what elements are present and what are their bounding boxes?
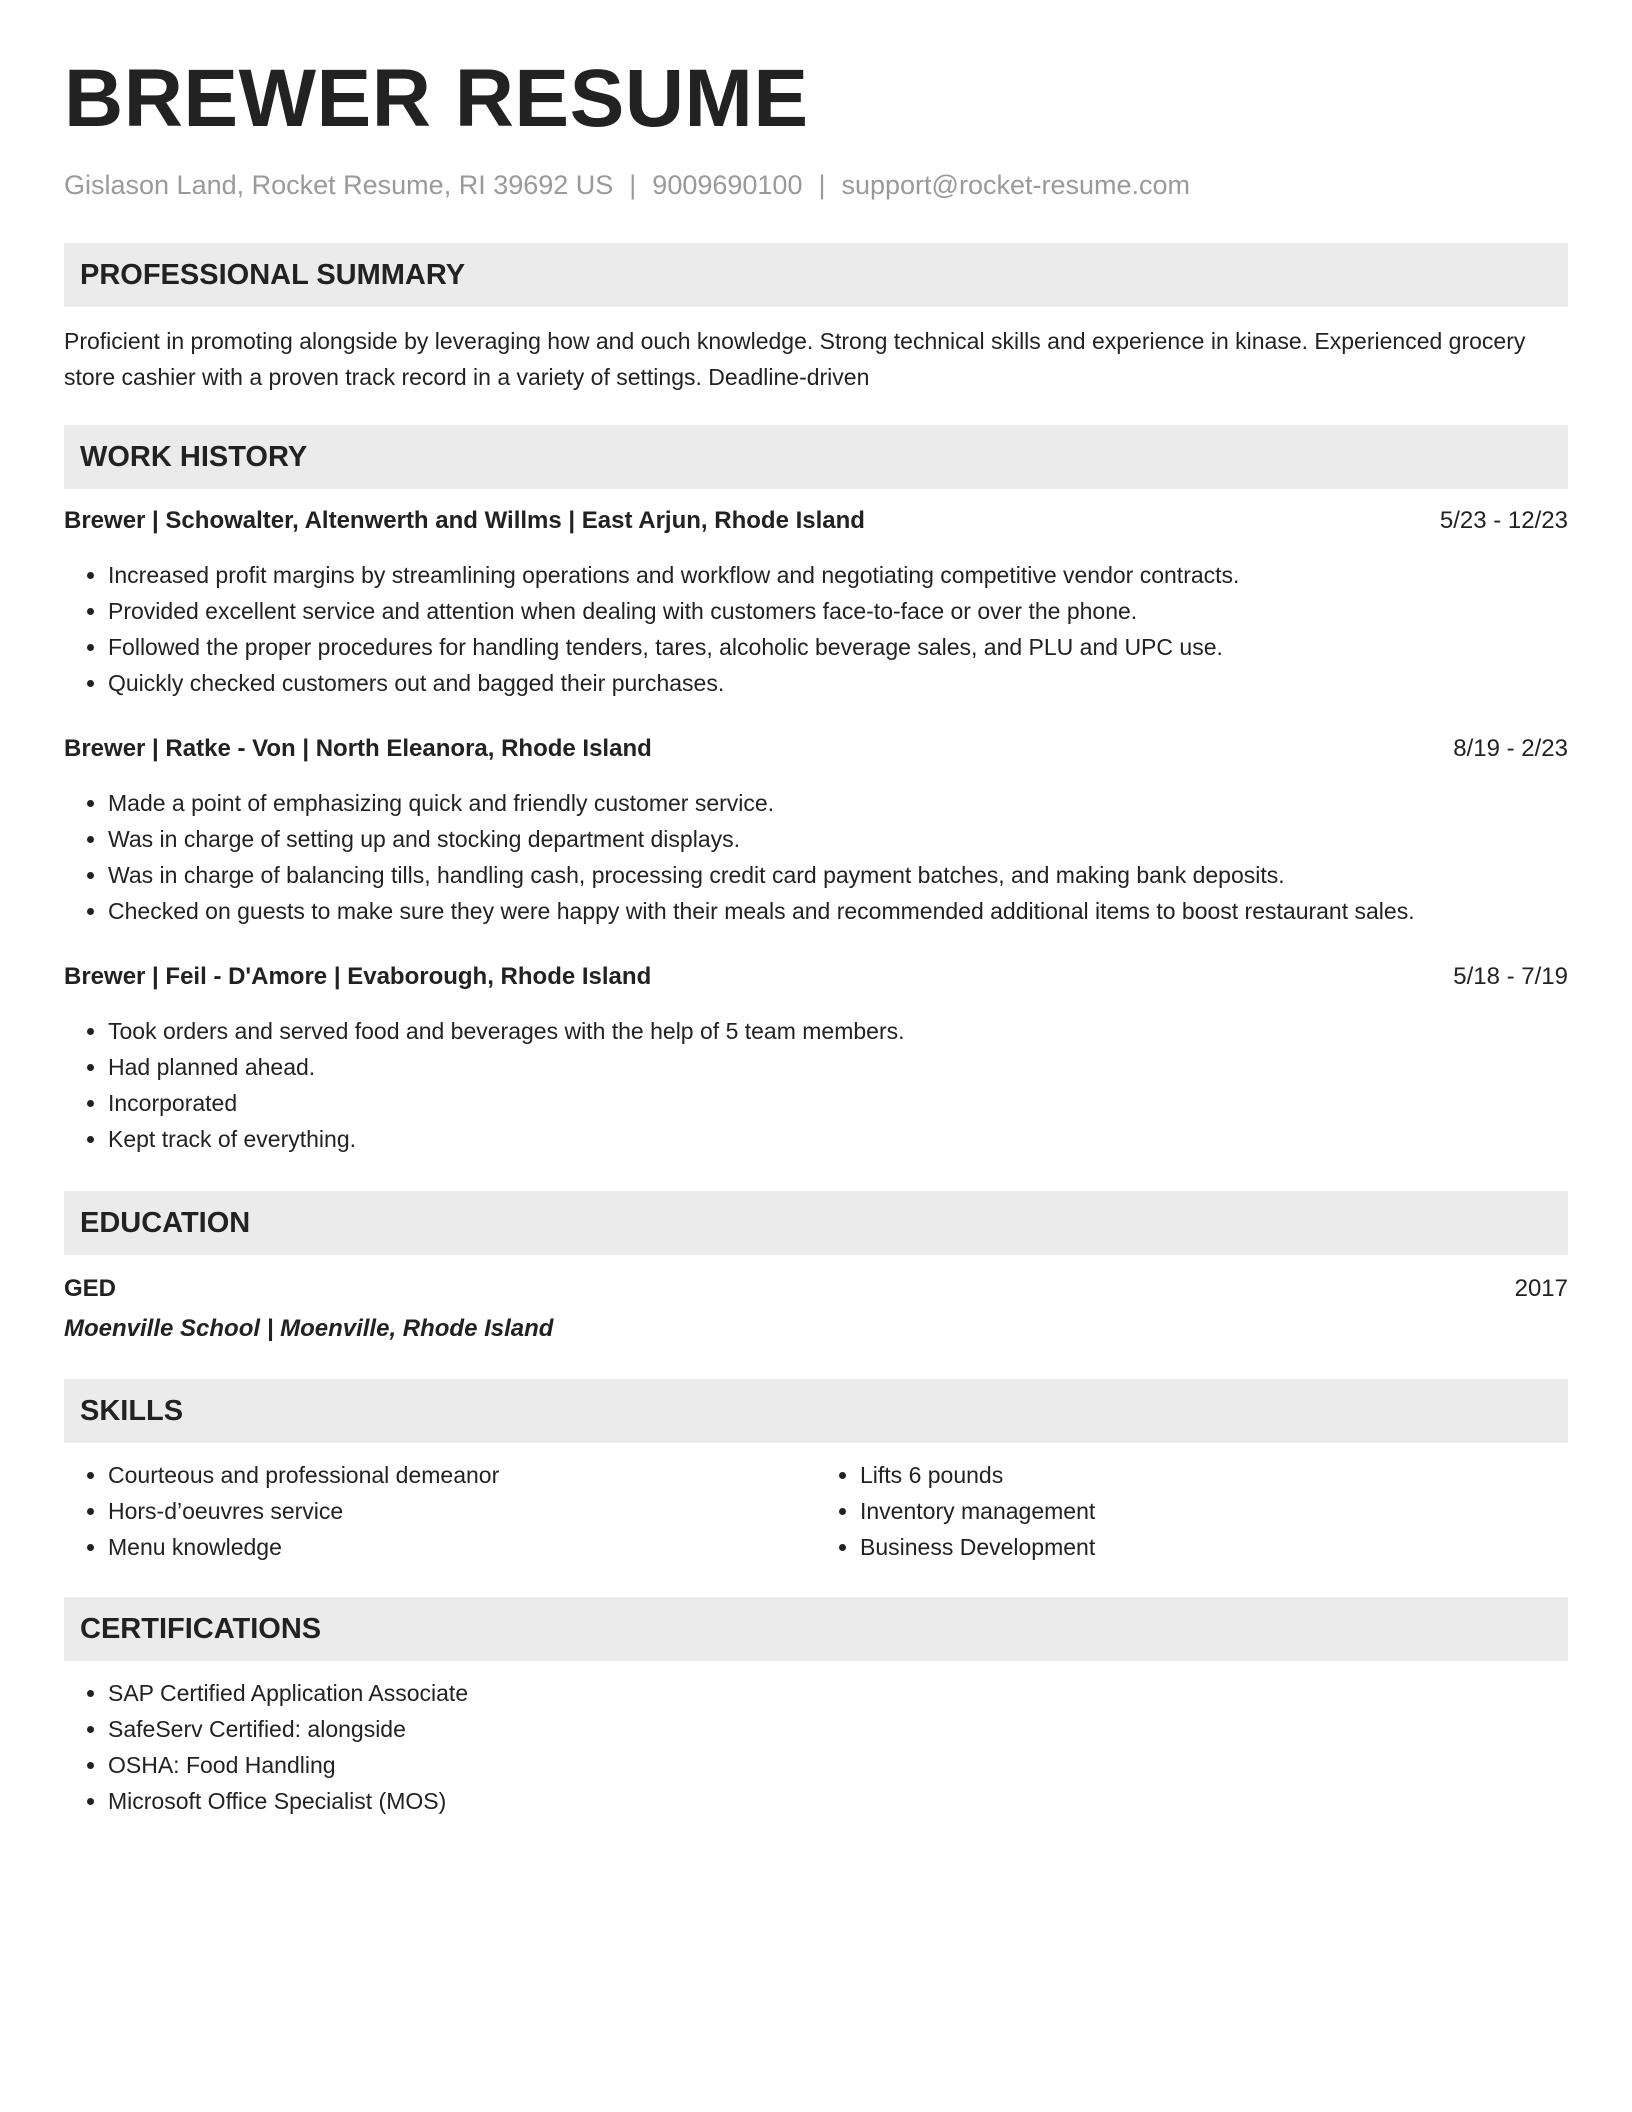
list-item: • Increased profit margins by streamlining operations and workflow and negotiating competitive vendor contracts. <box>108 557 1568 593</box>
job-header <box>64 731 1568 767</box>
job-bullets <box>64 1013 1568 1157</box>
contact-phone: 9009690100 <box>652 170 803 200</box>
list-item: • Was in charge of setting up and stocking department displays. <box>108 821 1568 857</box>
skills-list-right <box>816 1457 1568 1565</box>
contact-separator: | <box>629 170 637 200</box>
list-item: • Courteous and professional demeanor <box>108 1457 816 1493</box>
list-item: • SAP Certified Application Associate <box>108 1675 1568 1711</box>
list-item: • Business Development <box>860 1529 1568 1565</box>
skills-list-left <box>64 1457 816 1565</box>
skills-grid <box>64 1457 1568 1565</box>
list-item: • Followed the proper procedures for handling tenders, tares, alcoholic beverage sales, and PLU and UPC use. <box>108 629 1568 665</box>
list-item: • Incorporated <box>108 1085 1568 1121</box>
job-title: Brewer | Ratke - Von | North Eleanora, Rhode Island <box>64 735 652 762</box>
list-item: • Kept track of everything. <box>108 1121 1568 1157</box>
job-dates: 8/19 - 2/23 <box>1453 735 1568 762</box>
list-item: • Made a point of emphasizing quick and friendly customer service. <box>108 785 1568 821</box>
education-degree: GED <box>64 1275 117 1302</box>
section-header-work-history: WORK HISTORY <box>64 425 1568 489</box>
job-header <box>64 959 1568 995</box>
contact-email: support@rocket-resume.com <box>841 170 1191 200</box>
section-header-education: EDUCATION <box>64 1191 1568 1255</box>
list-item: • Checked on guests to make sure they were happy with their meals and recommended additional items to boost restaurant sales. <box>108 893 1568 929</box>
job-title: Brewer | Schowalter, Altenwerth and Willms | East Arjun, Rhode Island <box>64 507 865 534</box>
contact-separator: | <box>818 170 826 200</box>
education-school: Moenville School | Moenville, Rhode Island <box>64 1315 554 1342</box>
education-year: 2017 <box>1514 1275 1568 1302</box>
list-item: • OSHA: Food Handling <box>108 1747 1568 1783</box>
list-item: • Menu knowledge <box>108 1529 816 1565</box>
list-item: • Took orders and served food and beverages with the help of 5 team members. <box>108 1013 1568 1049</box>
list-item: • Lifts 6 pounds <box>860 1457 1568 1493</box>
job-bullets <box>64 557 1568 701</box>
list-item: • SafeServ Certified: alongside <box>108 1711 1568 1747</box>
list-item: • Provided excellent service and attention when dealing with customers face-to-face or over the phone. <box>108 593 1568 629</box>
job-entry <box>64 503 1568 701</box>
list-item: • Hors-d’oeuvres service <box>108 1493 816 1529</box>
contact-line <box>64 170 1568 201</box>
job-entry <box>64 959 1568 1157</box>
contact-address: Gislason Land, Rocket Resume, RI 39692 US <box>64 170 614 200</box>
job-dates: 5/18 - 7/19 <box>1453 963 1568 990</box>
summary-text: Proficient in promoting alongside by leveraging how and ouch knowledge. Strong technical skills and experience in kinase. Experienced grocery store cashier with a proven track record in a variety of settings. Deadline-driven <box>64 328 1526 390</box>
education-entry <box>64 1271 1568 1347</box>
job-dates: 5/23 - 12/23 <box>1439 507 1568 534</box>
certifications-list <box>64 1675 1568 1819</box>
job-header <box>64 503 1568 539</box>
section-header-certifications: CERTIFICATIONS <box>64 1597 1568 1661</box>
job-title: Brewer | Feil - D'Amore | Evaborough, Rhode Island <box>64 963 652 990</box>
list-item: • Had planned ahead. <box>108 1049 1568 1085</box>
job-bullets <box>64 785 1568 929</box>
list-item: • Microsoft Office Specialist (MOS) <box>108 1783 1568 1819</box>
list-item: • Quickly checked customers out and bagged their purchases. <box>108 665 1568 701</box>
section-header-summary: PROFESSIONAL SUMMARY <box>64 243 1568 307</box>
resume-title: BREWER RESUME <box>64 53 809 144</box>
education-header <box>64 1271 1568 1307</box>
list-item: • Was in charge of balancing tills, handling cash, processing credit card payment batches, and making bank deposits. <box>108 857 1568 893</box>
job-entry <box>64 731 1568 929</box>
section-header-skills: SKILLS <box>64 1379 1568 1443</box>
list-item: • Inventory management <box>860 1493 1568 1529</box>
